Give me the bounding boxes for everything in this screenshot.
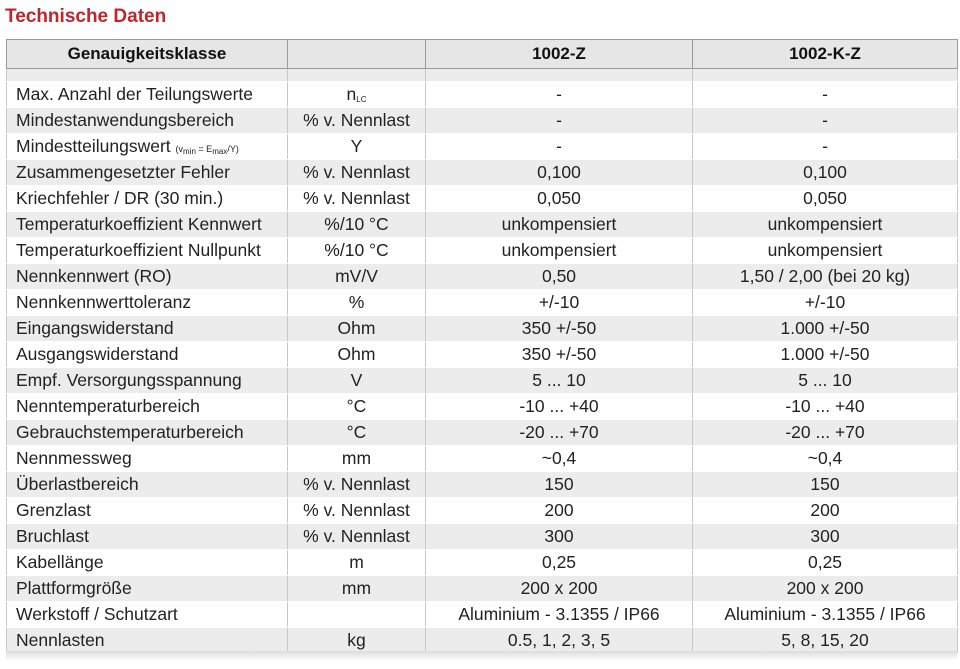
header-model-1002-k-z: 1002-K-Z xyxy=(693,40,958,69)
table-row xyxy=(7,342,958,368)
row-name: Nennkennwert (RO) xyxy=(7,264,288,290)
row-name: Eingangswiderstand xyxy=(7,316,288,342)
row-value-1002-z: 0,50 xyxy=(426,264,693,290)
row-value-1002-k-z: - xyxy=(693,82,958,108)
table-row xyxy=(7,498,958,524)
row-value-1002-k-z: 200 xyxy=(693,498,958,524)
table-row xyxy=(7,602,958,628)
row-unit: % v. Nennlast xyxy=(288,472,426,498)
row-value-1002-z: - xyxy=(426,82,693,108)
row-unit: °C xyxy=(288,394,426,420)
row-name-min-division xyxy=(7,134,288,160)
formula-sub-max: max xyxy=(212,147,228,156)
min-division-formula xyxy=(176,144,239,154)
spacer-cell xyxy=(426,69,693,82)
row-value-1002-k-z: -10 ... +40 xyxy=(693,394,958,420)
row-unit: %/10 °C xyxy=(288,238,426,264)
table-row xyxy=(7,394,958,420)
row-value-1002-k-z: 200 x 200 xyxy=(693,576,958,602)
row-name: Zusammengesetzter Fehler xyxy=(7,160,288,186)
table-row xyxy=(7,472,958,498)
row-value-1002-k-z: 1.000 +/-50 xyxy=(693,316,958,342)
row-unit: %/10 °C xyxy=(288,212,426,238)
table-row xyxy=(7,264,958,290)
row-name: Ausgangswiderstand xyxy=(7,342,288,368)
table-row xyxy=(7,446,958,472)
row-value-1002-k-z: 0,100 xyxy=(693,160,958,186)
row-value-1002-z: ~0,4 xyxy=(426,446,693,472)
table-spacer-row xyxy=(7,69,958,82)
table-row xyxy=(7,238,958,264)
spacer-cell xyxy=(288,69,426,82)
row-unit: Y xyxy=(288,134,426,160)
row-name: Empf. Versorgungsspannung xyxy=(7,368,288,394)
row-value-1002-k-z: 1.000 +/-50 xyxy=(693,342,958,368)
row-unit: V xyxy=(288,368,426,394)
spec-table-container xyxy=(6,39,957,654)
table-row xyxy=(7,212,958,238)
row-value-1002-k-z: 0,050 xyxy=(693,186,958,212)
row-unit: mm xyxy=(288,576,426,602)
nlc-symbol: n xyxy=(346,84,357,104)
row-value-1002-k-z: unkompensiert xyxy=(693,238,958,264)
row-value-1002-z: +/-10 xyxy=(426,290,693,316)
row-name: Überlastbereich xyxy=(7,472,288,498)
row-name: Grenzlast xyxy=(7,498,288,524)
header-accuracy-class: Genauigkeitsklasse xyxy=(7,40,288,69)
row-name: Plattformgröße xyxy=(7,576,288,602)
row-value-1002-z: 350 +/-50 xyxy=(426,342,693,368)
table-row xyxy=(7,420,958,446)
row-value-1002-k-z: unkompensiert xyxy=(693,212,958,238)
row-name: Nennkennwerttoleranz xyxy=(7,290,288,316)
row-value-1002-z: Aluminium - 3.1355 / IP66 xyxy=(426,602,693,628)
row-value-1002-z: 350 +/-50 xyxy=(426,316,693,342)
row-value-1002-z: 0.5, 1, 2, 3, 5 xyxy=(426,628,693,654)
table-row xyxy=(7,576,958,602)
header-model-1002-z: 1002-Z xyxy=(426,40,693,69)
row-unit: °C xyxy=(288,420,426,446)
row-unit: kg xyxy=(288,628,426,654)
row-name: Mindestanwendungsbereich xyxy=(7,108,288,134)
formula-open: (v xyxy=(175,144,184,154)
row-unit: Ohm xyxy=(288,342,426,368)
row-name: Werkstoff / Schutzart xyxy=(7,602,288,628)
row-value-1002-z: unkompensiert xyxy=(426,238,693,264)
row-unit: % xyxy=(288,290,426,316)
row-value-1002-k-z: ~0,4 xyxy=(693,446,958,472)
spec-table xyxy=(6,39,958,654)
table-row xyxy=(7,524,958,550)
formula-close: /Y) xyxy=(227,144,239,154)
row-value-1002-z: 300 xyxy=(426,524,693,550)
row-unit: % v. Nennlast xyxy=(288,498,426,524)
row-value-1002-z: 0,100 xyxy=(426,160,693,186)
spacer-cell xyxy=(693,69,958,82)
row-name: Temperaturkoeffizient Kennwert xyxy=(7,212,288,238)
row-value-1002-z: - xyxy=(426,134,693,160)
table-row xyxy=(7,82,958,108)
row-unit: % v. Nennlast xyxy=(288,108,426,134)
row-name: Nennmessweg xyxy=(7,446,288,472)
row-name: Gebrauchstemperaturbereich xyxy=(7,420,288,446)
row-value-1002-k-z: 5 ... 10 xyxy=(693,368,958,394)
row-unit-nlc xyxy=(288,82,426,108)
row-value-1002-k-z: - xyxy=(693,108,958,134)
row-value-1002-k-z: 1,50 / 2,00 (bei 20 kg) xyxy=(693,264,958,290)
header-unit xyxy=(288,40,426,69)
row-value-1002-z: 200 x 200 xyxy=(426,576,693,602)
table-row xyxy=(7,108,958,134)
page-title: Technische Daten xyxy=(5,6,167,27)
row-unit: Ohm xyxy=(288,316,426,342)
row-unit: mV/V xyxy=(288,264,426,290)
table-row xyxy=(7,550,958,576)
table-row xyxy=(7,134,958,160)
row-value-1002-z: 5 ... 10 xyxy=(426,368,693,394)
row-unit: % v. Nennlast xyxy=(288,186,426,212)
row-unit: % v. Nennlast xyxy=(288,524,426,550)
min-division-label: Mindestteilungswert xyxy=(16,136,171,156)
row-name: Nenntemperaturbereich xyxy=(7,394,288,420)
row-value-1002-z: unkompensiert xyxy=(426,212,693,238)
formula-sub-min: min xyxy=(183,147,196,156)
row-value-1002-z: 0,050 xyxy=(426,186,693,212)
row-name: Nennlasten xyxy=(7,628,288,654)
row-value-1002-k-z: - xyxy=(693,134,958,160)
row-value-1002-k-z: +/-10 xyxy=(693,290,958,316)
table-row xyxy=(7,316,958,342)
table-row xyxy=(7,160,958,186)
row-value-1002-z: 0,25 xyxy=(426,550,693,576)
table-row xyxy=(7,186,958,212)
row-name: Kriechfehler / DR (30 min.) xyxy=(7,186,288,212)
row-value-1002-k-z: Aluminium - 3.1355 / IP66 xyxy=(693,602,958,628)
row-value-1002-k-z: 300 xyxy=(693,524,958,550)
table-row xyxy=(7,628,958,654)
row-value-1002-k-z: -20 ... +70 xyxy=(693,420,958,446)
row-unit xyxy=(288,602,426,628)
nlc-subscript: LC xyxy=(356,95,367,104)
row-unit: m xyxy=(288,550,426,576)
table-header-row xyxy=(7,40,958,69)
row-value-1002-z: 200 xyxy=(426,498,693,524)
row-value-1002-k-z: 5, 8, 15, 20 xyxy=(693,628,958,654)
row-value-1002-z: -20 ... +70 xyxy=(426,420,693,446)
row-unit: mm xyxy=(288,446,426,472)
row-name: Max. Anzahl der Teilungswerte xyxy=(7,82,288,108)
row-value-1002-z: 150 xyxy=(426,472,693,498)
formula-mid: = E xyxy=(195,144,213,154)
row-value-1002-k-z: 150 xyxy=(693,472,958,498)
row-name: Bruchlast xyxy=(7,524,288,550)
table-bottom-shadow xyxy=(6,651,957,661)
table-row xyxy=(7,290,958,316)
row-name: Temperaturkoeffizient Nullpunkt xyxy=(7,238,288,264)
row-name: Kabellänge xyxy=(7,550,288,576)
row-value-1002-k-z: 0,25 xyxy=(693,550,958,576)
table-row xyxy=(7,368,958,394)
row-value-1002-z: - xyxy=(426,108,693,134)
row-unit: % v. Nennlast xyxy=(288,160,426,186)
spacer-cell xyxy=(7,69,288,82)
row-value-1002-z: -10 ... +40 xyxy=(426,394,693,420)
